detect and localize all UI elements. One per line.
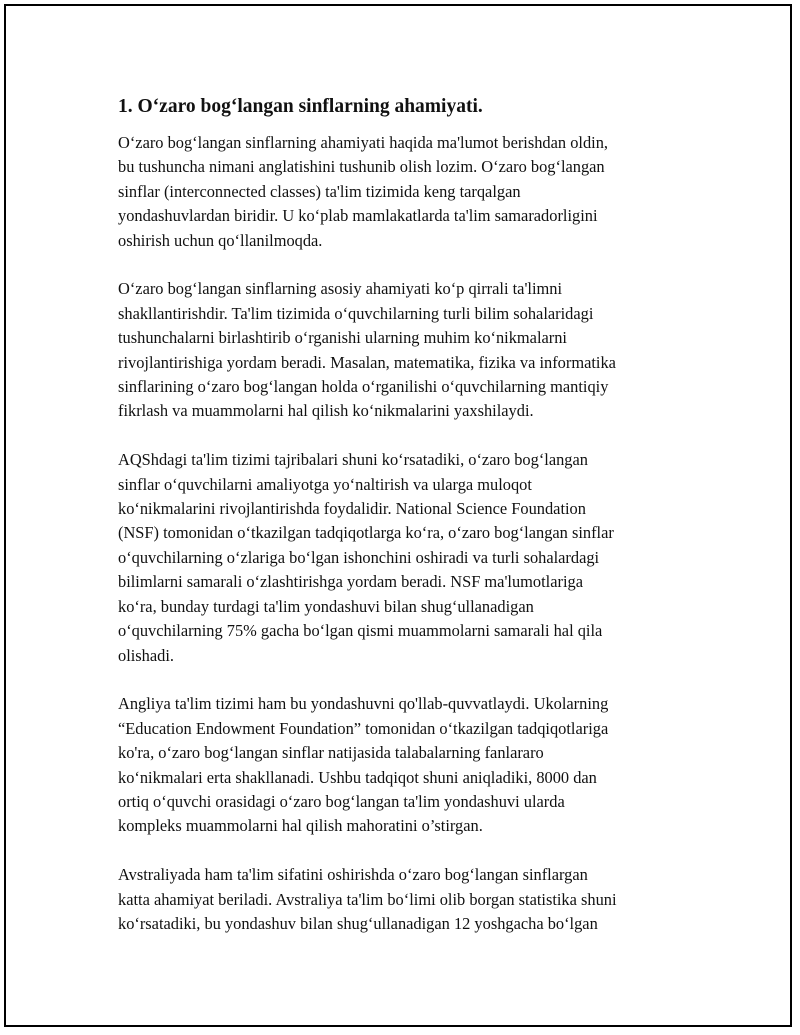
- text-line: O‘zaro bog‘langan sinflarning ahamiyati haqida ma'lumot berishdan oldin,: [118, 133, 608, 152]
- text-line: tushunchalarni birlashtirib o‘rganishi ularning muhim ko‘nikmalarni: [118, 328, 567, 348]
- text-line: ko'ra, o‘zaro bog‘langan sinflar natijasida talabalarning fanlararo: [118, 743, 544, 763]
- text-line: ko‘nikmalarini rivojlantirishda foydalidir. National Science Foundation: [118, 499, 586, 519]
- text-line: bu tushuncha nimani anglatishini tushunib olish lozim. O‘zaro bog‘langan: [118, 157, 605, 177]
- paragraph-4: [118, 692, 718, 838]
- document-body: [118, 94, 718, 961]
- text-line: sinflarining o‘zaro bog‘langan holda o‘rganilishi o‘quvchilarning mantiqiy: [118, 377, 609, 397]
- text-line: kompleks muammolarni hal qilish mahoratini o’stirgan.: [118, 816, 483, 836]
- text-line: rivojlantirishiga yordam beradi. Masalan, matematika, fizika va informatika: [118, 352, 616, 372]
- text-line: bilimlarni samarali o‘zlashtirishga yordam beradi. NSF ma'lumotlariga: [118, 572, 583, 592]
- text-line: ko‘rsatadiki, bu yondashuv bilan shug‘ullanadigan 12 yoshgacha bo‘lgan: [118, 913, 598, 933]
- text-line: Avstraliyada ham ta'lim sifatini oshirishda o‘zaro bog‘langan sinflargan: [118, 865, 588, 885]
- text-line: katta ahamiyat beriladi. Avstraliya ta'lim bo‘limi olib borgan statistika shuni: [118, 889, 617, 909]
- text-line: shakllantirishdir. Ta'lim tizimida o‘quvchilarning turli bilim sohalaridagi: [118, 303, 594, 323]
- text-line: fikrlash va muammolarni hal qilish ko‘nikmalarini yaxshilaydi.: [118, 401, 534, 421]
- paragraph-3: [118, 448, 718, 668]
- text-line: AQShdagi ta'lim tizimi tajribalari shuni ko‘rsatadiki, o‘zaro bog‘langan: [118, 450, 588, 470]
- text-line: Angliya ta'lim tizimi ham bu yondashuvni qo'llab-quvvatlaydi. Ukolarning: [118, 694, 609, 714]
- text-line: sinflar o‘quvchilarni amaliyotga yo‘naltirish va ularga muloqot: [118, 474, 532, 494]
- text-line: ortiq o‘quvchi orasidagi o‘zaro bog‘langan ta'lim yondashuvi ularda: [118, 791, 565, 811]
- section-heading: 1. O‘zaro bog‘langan sinflarning ahamiyati.: [118, 96, 483, 117]
- text-line: (NSF) tomonidan o‘tkazilgan tadqiqotlarga ko‘ra, o‘zaro bog‘langan sinflar: [118, 523, 614, 543]
- text-line: ko‘ra, bunday turdagi ta'lim yondashuvi bilan shug‘ullanadigan: [118, 596, 534, 616]
- paragraph-list: [118, 131, 718, 936]
- text-line: yondashuvlardan biridir. U ko‘plab mamlakatlarda ta'lim samaradorligini: [118, 206, 598, 226]
- text-line: olishadi.: [118, 645, 174, 665]
- paragraph-1: [118, 131, 718, 253]
- text-line: oshirish uchun qo‘llanilmoqda.: [118, 230, 323, 250]
- text-line: o‘quvchilarning o‘zlariga bo‘lgan ishonchini oshiradi va turli sohalardagi: [118, 547, 600, 567]
- text-line: ko‘nikmalari erta shakllanadi. Ushbu tadqiqot shuni aniqladiki, 8000 dan: [118, 767, 597, 787]
- text-line: “Education Endowment Foundation” tomonidan o‘tkazilgan tadqiqotlariga: [118, 718, 609, 738]
- text-line: sinflar (interconnected classes) ta'lim tizimida keng tarqalgan: [118, 181, 521, 201]
- text-line: o‘quvchilarning 75% gacha bo‘lgan qismi muammolarni samarali hal qila: [118, 621, 603, 641]
- paragraph-2: [118, 277, 718, 423]
- paragraph-5: [118, 863, 718, 936]
- text-line: O‘zaro bog‘langan sinflarning asosiy ahamiyati ko‘p qirrali ta'limni: [118, 279, 563, 299]
